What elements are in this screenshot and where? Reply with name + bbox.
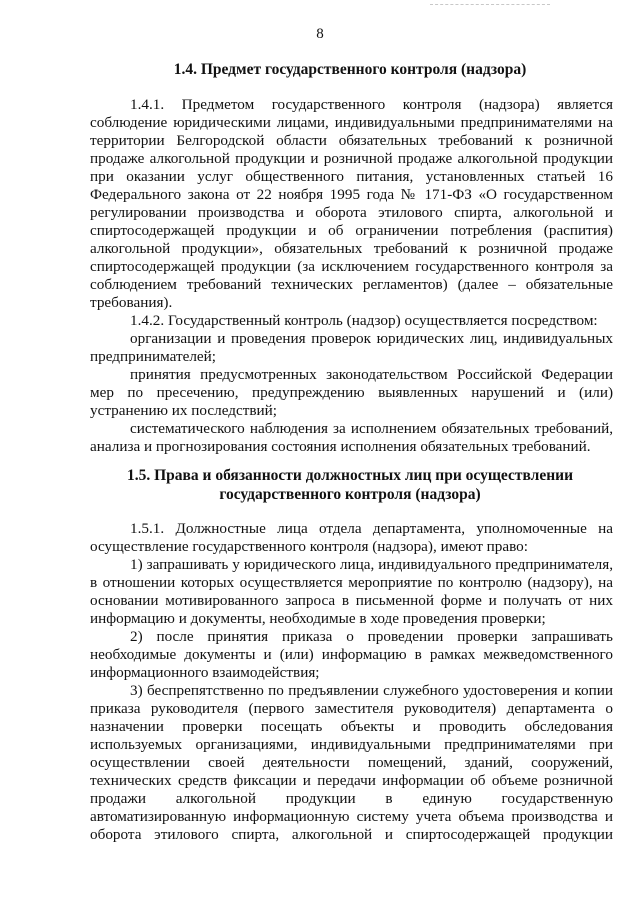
paragraph-line: 1.5.1. Должностные лица отдела департамента, уполномоченные на (130, 520, 613, 537)
paragraph-line: назначении проверки посещать объекты и проводить обследования (90, 718, 613, 735)
paragraph-line: анализа и прогнозирования состояния исполнения обязательных требований. (90, 438, 591, 455)
paragraph-line: территории Белгородской области обязательных требований к розничной (90, 132, 613, 149)
scan-artifact (430, 4, 550, 7)
section-1-4-title: 1.4. Предмет государственного контроля (надзора) (173, 61, 527, 78)
paragraph-line: 3) беспрепятственно по предъявлении служебного удостоверения и копии (130, 682, 613, 699)
paragraph-line: информационного взаимодействия; (90, 664, 320, 681)
paragraph-line: технических средств фиксации и передачи информации об объеме розничной (90, 772, 613, 789)
paragraph-line: устранению их последствий; (90, 402, 277, 419)
paragraph-line: осуществление государственного контроля (надзора), имеют право: (90, 538, 528, 555)
paragraph-line: спиртосодержащей продукции и об ограничении потребления (распития) (90, 222, 613, 239)
paragraph-line: оборота этилового спирта, алкогольной и спиртосодержащей продукции (90, 826, 613, 843)
section-1-5-title-cont: государственного контроля (надзора) (219, 486, 481, 503)
paragraph-line: организации и проведения проверок юридических лиц, индивидуальных (130, 330, 613, 347)
paragraph-line: мер по пресечению, предупреждению выявленных нарушений и (или) (90, 384, 613, 401)
paragraph-line: основании мотивированного запроса в письменной форме и получать от них (90, 592, 613, 609)
paragraph-line: алкогольной продукции», обязательных требований к розничной продаже (90, 240, 613, 257)
paragraph-line: при оказании услуг общественного питания, установленных статьей 16 (90, 168, 613, 185)
paragraph-line: Федерального закона от 22 ноября 1995 года № 171-ФЗ «О государственном (90, 186, 613, 203)
paragraph-line: 1.4.2. Государственный контроль (надзор) осуществляется посредством: (130, 312, 598, 329)
section-1-5-title: 1.5. Права и обязанности должностных лиц при осуществлении (126, 467, 574, 484)
paragraph-line: предпринимателей; (90, 348, 216, 365)
paragraph-line: в отношении которых осуществляется мероприятие по контролю (надзору), на (90, 574, 613, 591)
paragraph-line: приказа руководителя (первого заместителя руководителя) департамента о (90, 700, 613, 717)
paragraph-line: регулировании производства и оборота этилового спирта, алкогольной и (90, 204, 613, 221)
paragraph-line: используемых организациями, индивидуальными предпринимателями при (90, 736, 613, 753)
paragraph-line: 1) запрашивать у юридического лица, индивидуального предпринимателя, (130, 556, 613, 573)
paragraph-line: систематического наблюдения за исполнением обязательных требований, (130, 420, 613, 437)
paragraph-line: соблюдением требований технических регламентов) (далее – обязательные (90, 276, 613, 293)
paragraph-line: осуществлении своей деятельности помещений, зданий, сооружений, (90, 754, 613, 771)
paragraph-line: требования). (90, 294, 173, 311)
paragraph-line: соблюдение юридическими лицами, индивидуальными предпринимателями на (90, 114, 613, 131)
page-number: 8 (316, 26, 324, 42)
paragraph-line: спиртосодержащей продукции (за исключением государственного контроля за (90, 258, 613, 275)
paragraph-line: автоматизированную информационную систему учета объема производства и (90, 808, 613, 825)
paragraph-line: 1.4.1. Предметом государственного контроля (надзора) является (130, 96, 613, 113)
paragraph-line: принятия предусмотренных законодательством Российской Федерации (130, 366, 613, 383)
paragraph-line: 2) после принятия приказа о проведении проверки запрашивать (130, 628, 613, 645)
paragraph-line: информацию и документы, необходимые в ходе проведения проверки; (90, 610, 546, 627)
paragraph-line: продаже алкогольной продукции и розничной продаже алкогольной продукции (90, 150, 613, 167)
paragraph-line: необходимые документы и (или) информацию в рамках межведомственного (90, 646, 613, 663)
paragraph-line: продажи алкогольной продукции в единую государственную (90, 790, 613, 807)
